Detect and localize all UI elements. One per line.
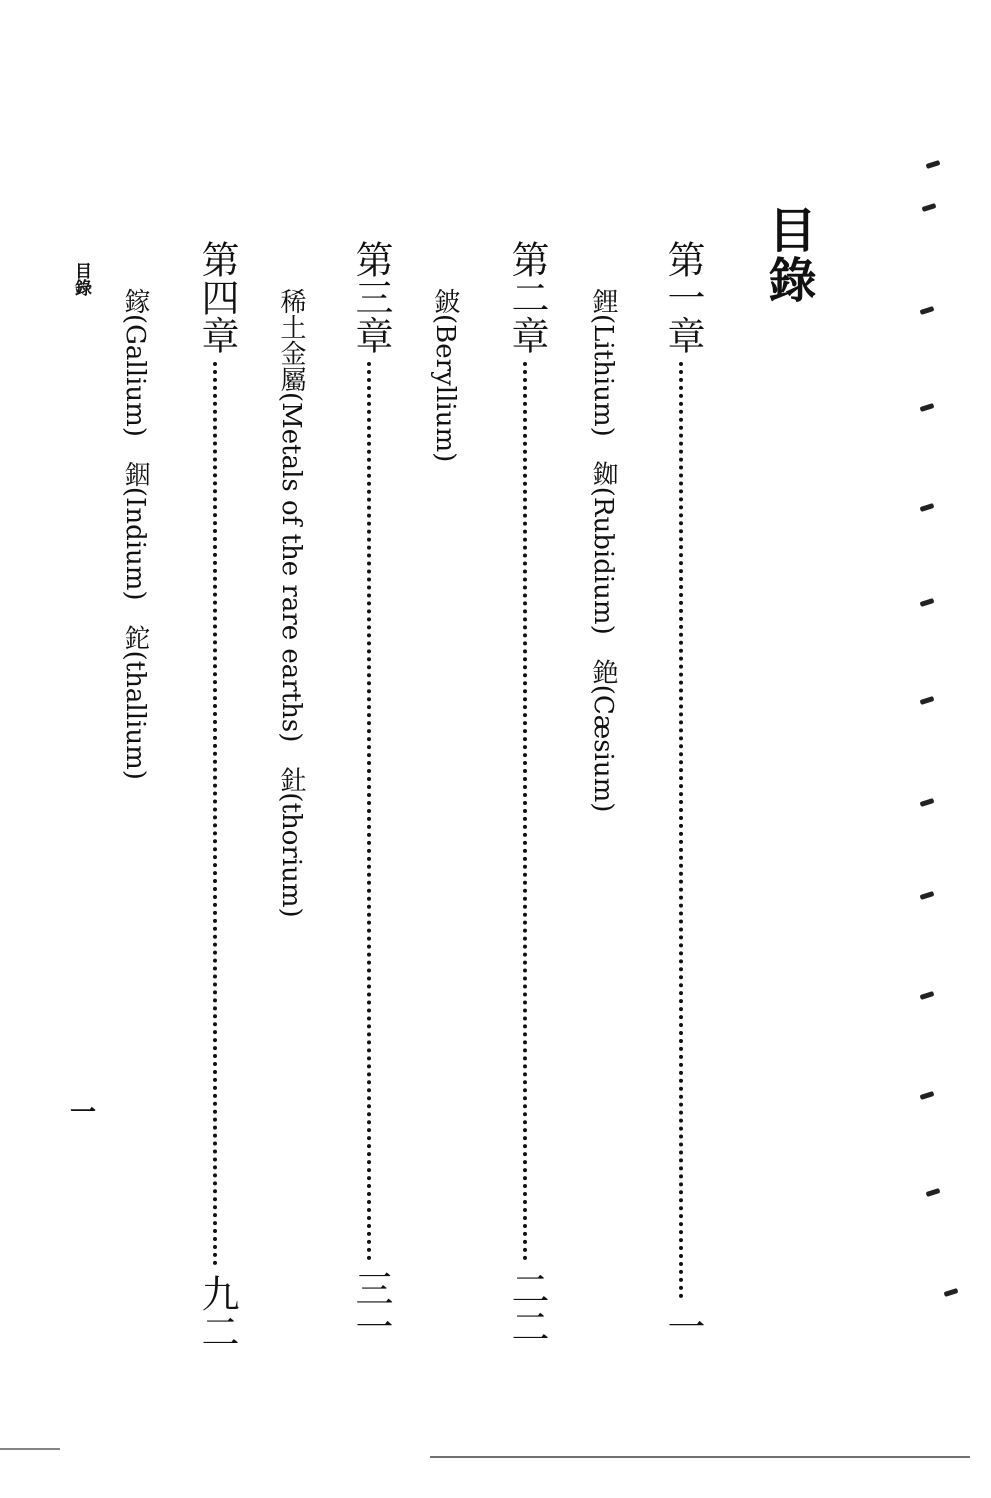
chapter-1-page: 一 (661, 1307, 705, 1345)
leader-dots (523, 362, 531, 1261)
chapter-4-label: 第四章 (195, 240, 239, 354)
chapter-3-page: 三一 (349, 1269, 393, 1345)
chapter-3-label: 第三章 (349, 240, 393, 354)
entry-beryllium: 鈹(Beryllium) (430, 288, 460, 463)
toc-title: 目錄 (760, 205, 816, 305)
entry-thorium: 釷(thorium) (276, 766, 306, 918)
leader-dots (679, 362, 687, 1299)
chapter-3-entries (278, 288, 304, 918)
entry-indium: 銦(Indium) (120, 460, 150, 601)
running-head: 目錄 (71, 262, 91, 296)
entry-caesium: 銫(Cæsium) (588, 658, 618, 813)
chapter-2-label: 第二章 (505, 240, 549, 354)
chapter-2-row[interactable] (505, 240, 549, 1345)
entry-gallium: 鎵(Gallium) (120, 288, 150, 437)
entry-thallium: 鉈(thallium) (120, 624, 150, 780)
chapter-2-entries (432, 288, 458, 462)
chapter-1-label: 第一章 (661, 240, 705, 354)
entry-rubidium: 銣(Rubidium) (588, 460, 618, 635)
chapter-4-entries (122, 288, 148, 780)
page-number: 一 (70, 1098, 97, 1128)
chapter-2-page: 二二 (505, 1269, 549, 1345)
entry-lithium: 鋰(Lithium) (588, 288, 618, 437)
scan-edge-rule (430, 1456, 970, 1458)
chapter-4-row[interactable] (195, 240, 239, 1350)
scan-edge-rule (0, 1448, 60, 1450)
chapter-1-entries (590, 288, 616, 812)
chapter-4-page: 九二 (195, 1274, 239, 1350)
entry-rare-earths: 稀土金屬(Metals of the rare earths) (276, 288, 306, 743)
chapter-3-row[interactable] (349, 240, 393, 1345)
leader-dots (367, 362, 375, 1261)
leader-dots (213, 362, 221, 1266)
chapter-1-row[interactable] (661, 240, 705, 1345)
